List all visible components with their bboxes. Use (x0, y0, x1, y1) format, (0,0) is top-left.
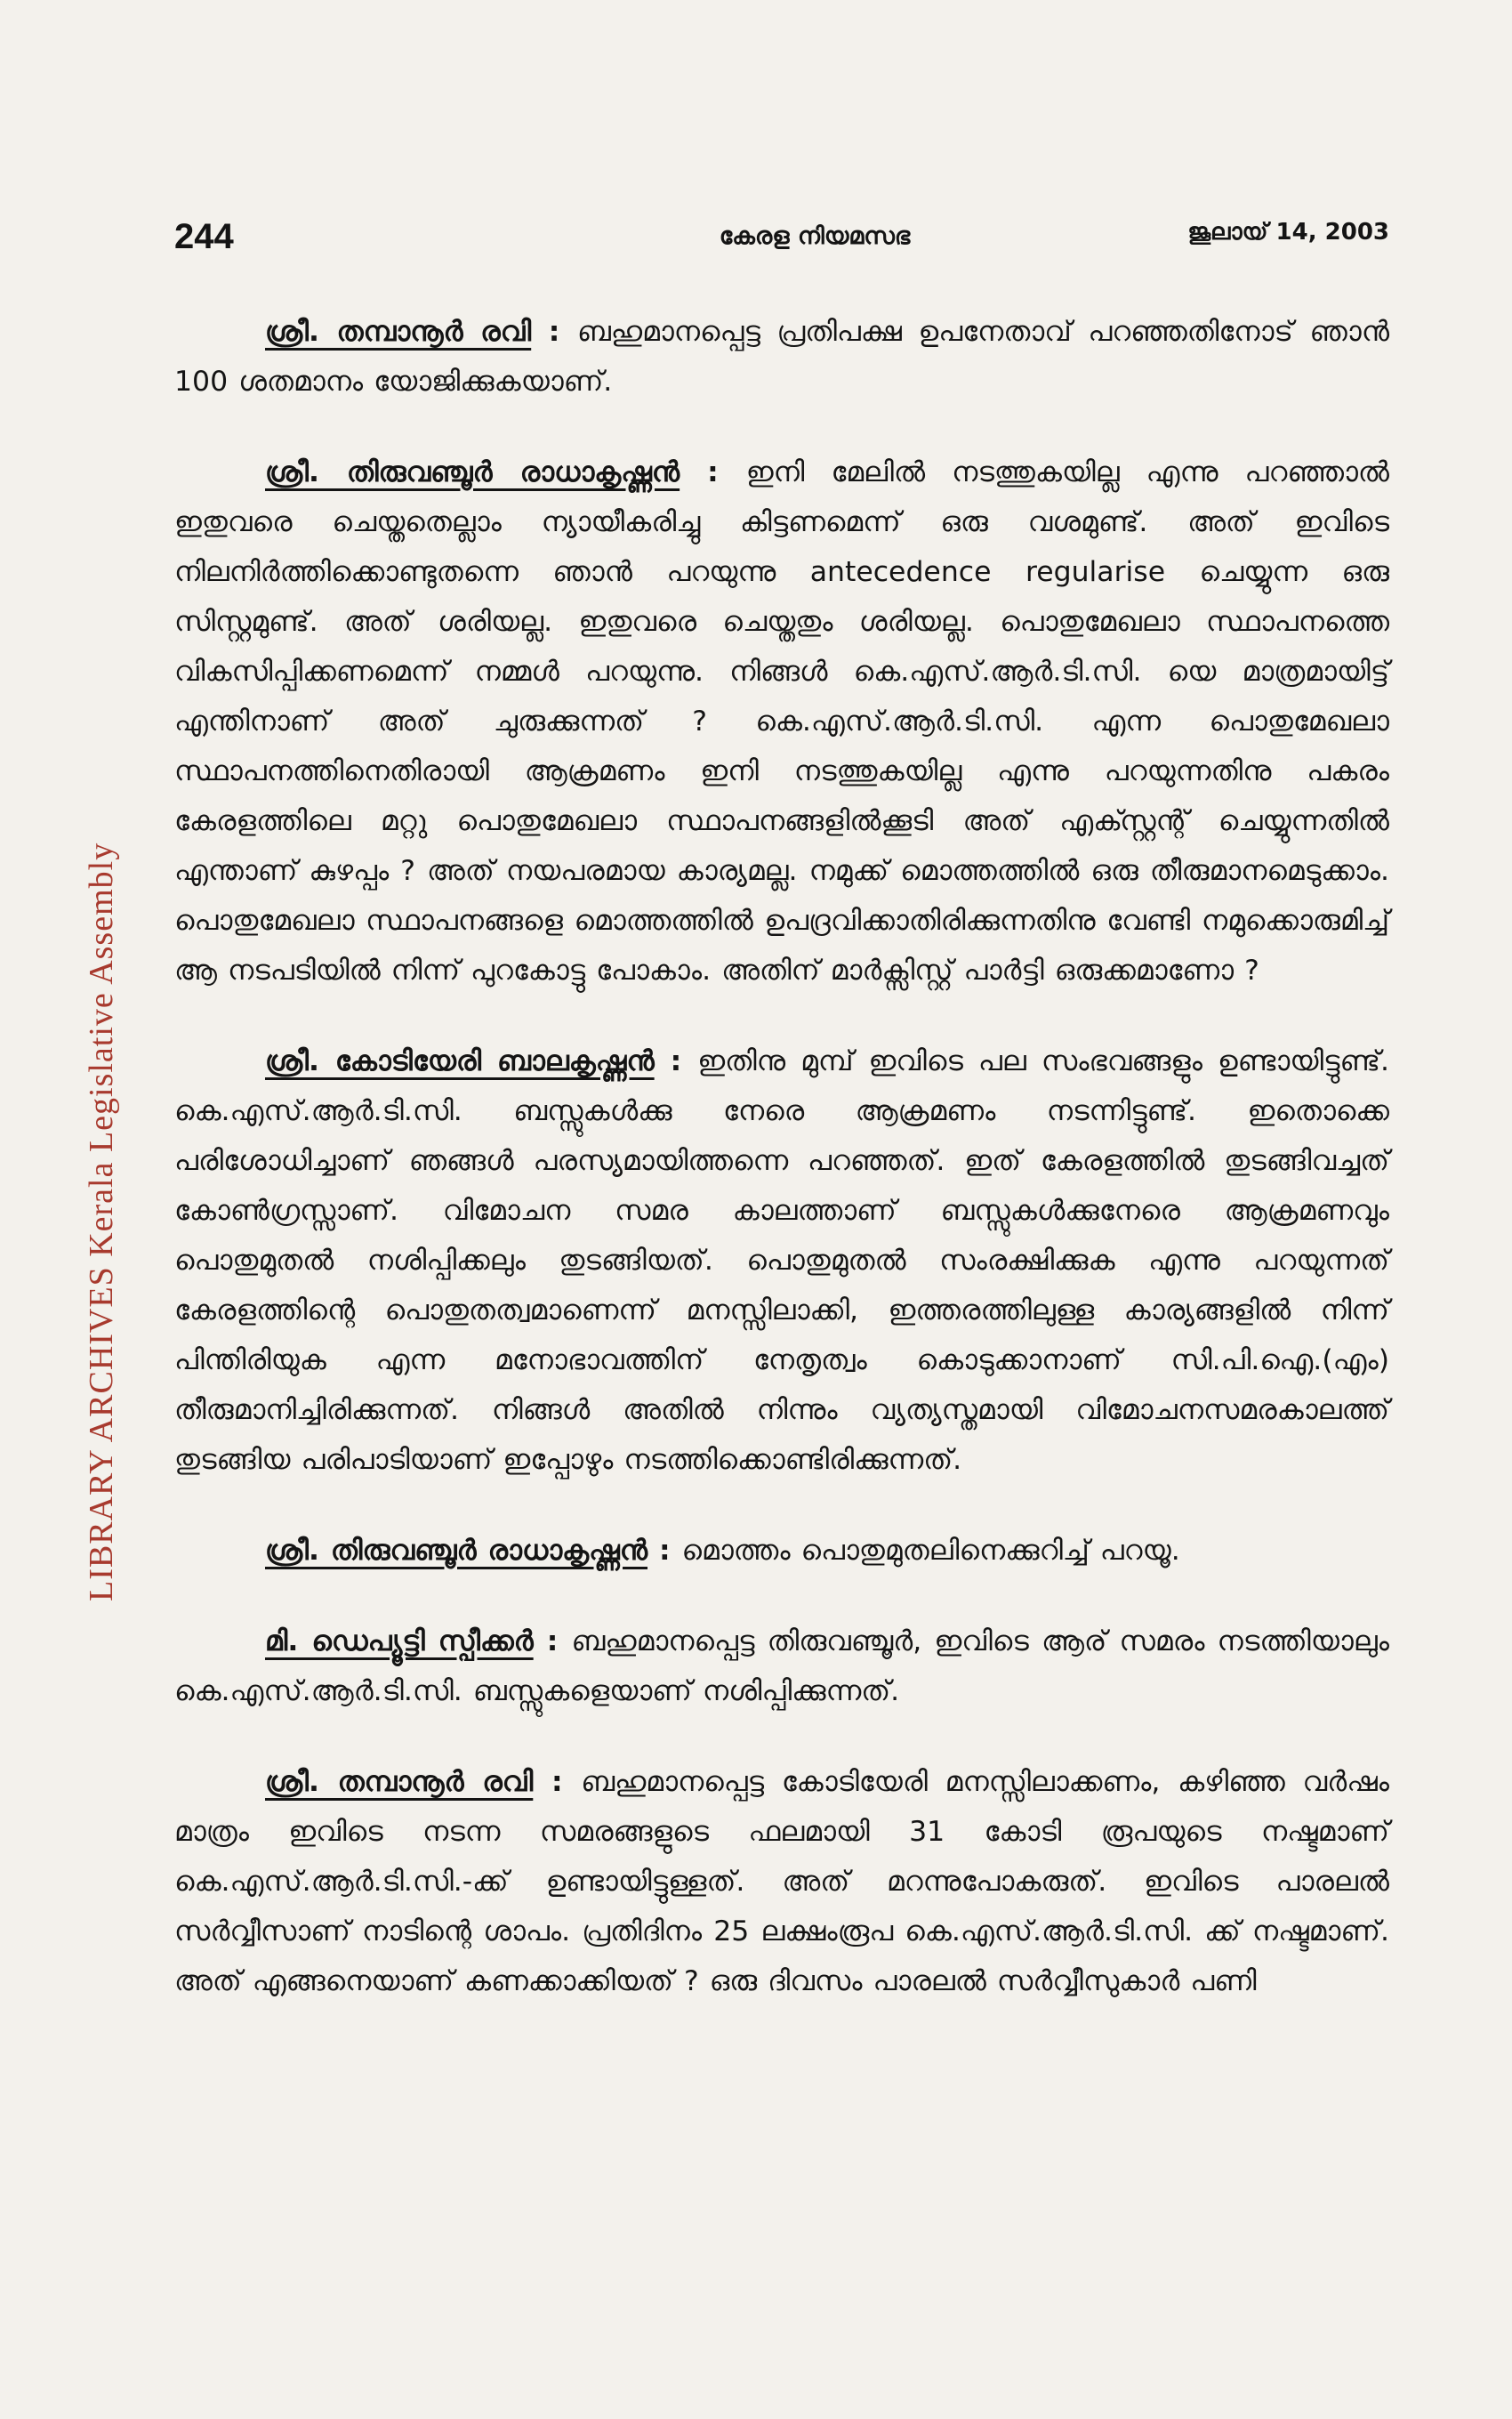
speaker-separator: : (647, 1535, 682, 1567)
speaker-name: ശ്രീ. തിരുവഞ്ചൂർ രാധാകൃഷ്ണൻ (265, 1535, 648, 1567)
speech-text: ബഹുമാനപ്പെട്ട തിരുവഞ്ചൂർ, ഇവിടെ ആര് സമരം നടത്തിയാലും കെ.എസ്.ആർ.ടി.സി. ബസ്സുകളെയാണ് നശിപ്പിക്കുന്നത്. (174, 1625, 1389, 1707)
speech-paragraph (174, 448, 1389, 996)
speech-paragraph (174, 1526, 1389, 1576)
speaker-name: ശ്രീ. കോടിയേരി ബാലകൃഷ്ണൻ (265, 1045, 655, 1077)
speaker-separator: : (533, 1766, 582, 1798)
speaker-separator: : (533, 1625, 572, 1657)
speaker-name: മി. ഡെപ്യൂട്ടി സ്പീക്കർ (265, 1625, 534, 1657)
speech-paragraph (174, 1617, 1389, 1716)
running-title: കേരള നിയമസഭ (719, 222, 911, 250)
speech-text: മൊത്തം പൊതുമുതലിനെക്കുറിച്ച് പറയൂ. (681, 1535, 1180, 1567)
header-date: ജൂലായ് 14, 2003 (1187, 219, 1389, 246)
speech-text: ഇതിനു മുമ്പ് ഇവിടെ പല സംഭവങ്ങളും ഉണ്ടായിട്ടുണ്ട്. കെ.എസ്.ആർ.ടി.സി. ബസ്സുകൾക്കു നേരെ ആക്രമണം നടന്നിട്ടുണ്ട്. ഇതൊക്കെ പരിശോധിച്ചാണ് ഞങ്ങൾ പരസ്യമായിത്തന്നെ പറഞ്ഞത്. ഇത് കേരളത്തിൽ തുടങ്ങിവച്ചത് കോൺഗ്രസ്സാണ്. വിമോചന സമര കാലത്താണ് ബസ്സുകൾക്കുനേരെ ആക്രമണവും പൊതുമുതൽ നശിപ്പിക്കലും തുടങ്ങിയത്. പൊതുമുതൽ സംരക്ഷിക്കുക എന്നു പറയുന്നത് കേരളത്തിന്റെ പൊതുതത്വമാണെന്ന് മനസ്സിലാക്കി, ഇത്തരത്തിലുള്ള കാര്യങ്ങളിൽ നിന്ന് പിന്തിരിയുക എന്ന മനോഭാവത്തിന് നേതൃത്വം കൊടുക്കാനാണ് സി.പി.ഐ.(എം) തീരുമാനിച്ചിരിക്കുന്നത്. നിങ്ങൾ അതിൽ നിന്നും വ്യത്യസ്തമായി വിമോചനസമരകാലത്ത് തുടങ്ങിയ പരിപാടിയാണ് ഇപ്പോഴും നടത്തിക്കൊണ്ടിരിക്കുന്നത്. (174, 1045, 1390, 1476)
archive-watermark: LIBRARY ARCHIVES Kerala Legislative Assembly (83, 842, 120, 1601)
speech-paragraph (174, 1036, 1389, 1485)
speech-text: ബഹുമാനപ്പെട്ട പ്രതിപക്ഷ ഉപനേതാവ് പറഞ്ഞതിനോട് ഞാൻ 100 ശതമാനം യോജിക്കുകയാണ്. (174, 316, 1390, 398)
speaker-separator: : (680, 456, 746, 488)
proceedings-body (174, 307, 1389, 2047)
speech-paragraph (174, 1757, 1389, 2006)
speaker-name: ശ്രീ. തമ്പാനൂർ രവി (265, 316, 532, 348)
speech-text: ബഹുമാനപ്പെട്ട കോടിയേരി മനസ്സിലാക്കണം, കഴിഞ്ഞ വർഷം മാത്രം ഇവിടെ നടന്ന സമരങ്ങളുടെ ഫലമായി 31 കോടി രൂപയുടെ നഷ്ടമാണ് കെ.എസ്.ആർ.ടി.സി.-ക്ക് ഉണ്ടായിട്ടുള്ളത്. അത് മറന്നുപോകരുത്. ഇവിടെ പാരലൽ സർവ്വീസാണ് നാടിന്റെ ശാപം. പ്രതിദിനം 25 ലക്ഷംരൂപ കെ.എസ്.ആർ.ടി.സി. ക്ക് നഷ്ടമാണ്. അത് എങ്ങനെയാണ് കണക്കാക്കിയത് ? ഒരു ദിവസം പാരലൽ സർവ്വീസുകാർ പണി (174, 1766, 1390, 1997)
speaker-separator: : (654, 1045, 698, 1077)
speech-paragraph (174, 307, 1389, 407)
page-header (174, 205, 1389, 276)
speech-text: ഇനി മേലിൽ നടത്തുകയില്ല എന്നു പറഞ്ഞാൽ ഇതുവരെ ചെയ്തതെല്ലാം ന്യായീകരിച്ചു കിട്ടണമെന്ന് ഒരു വശമുണ്ട്. അത് ഇവിടെ നിലനിർത്തിക്കൊണ്ടുതന്നെ ഞാൻ പറയുന്നു antecedence regularise ചെയ്യുന്ന ഒരു സിസ്റ്റമുണ്ട്. അത് ശരിയല്ല. ഇതുവരെ ചെയ്തതും ശരിയല്ല. പൊതുമേഖലാ സ്ഥാപനത്തെ വികസിപ്പിക്കണമെന്ന് നമ്മൾ പറയുന്നു. നിങ്ങൾ കെ.എസ്.ആർ.ടി.സി. യെ മാത്രമായിട്ട് എന്തിനാണ് അത് ചുരുക്കുന്നത് ? കെ.എസ്.ആർ.ടി.സി. എന്ന പൊതുമേഖലാ സ്ഥാപനത്തിനെതിരായി ആക്രമണം ഇനി നടത്തുകയില്ല എന്നു പറയുന്നതിനു പകരം കേരളത്തിലെ മറ്റു പൊതുമേഖലാ സ്ഥാപനങ്ങളിൽക്കൂടി അത് എക്സ്റ്റന്റ് ചെയ്യുന്നതിൽ എന്താണ് കുഴപ്പം ? അത് നയപരമായ കാര്യമല്ല. നമുക്ക് മൊത്തത്തിൽ ഒരു തീരുമാനമെടുക്കാം. പൊതുമേഖലാ സ്ഥാപനങ്ങളെ മൊത്തത്തിൽ ഉപദ്രവിക്കാതിരിക്കുന്നതിനു വേണ്ടി നമുക്കൊരുമിച്ച് ആ നടപടിയിൽ നിന്ന് പുറകോട്ടു പോകാം. അതിന് മാർക്സിസ്റ്റ് പാർട്ടി ഒരുക്കമാണോ ? (174, 456, 1390, 987)
speaker-name: ശ്രീ. തമ്പാനൂർ രവി (265, 1766, 534, 1798)
page-number: 244 (174, 217, 234, 256)
speaker-name: ശ്രീ. തിരുവഞ്ചൂർ രാധാകൃഷ്ണൻ (265, 456, 680, 488)
speaker-separator: : (531, 316, 577, 348)
